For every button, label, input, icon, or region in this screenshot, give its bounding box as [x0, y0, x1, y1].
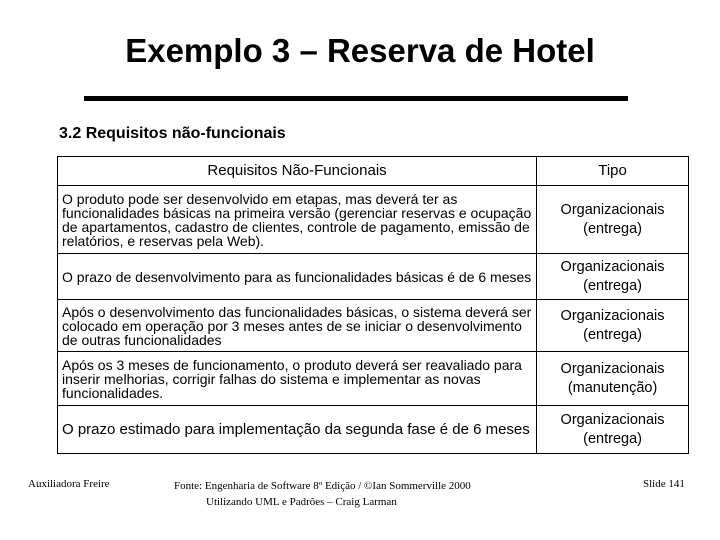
requirement-description: O produto pode ser desenvolvido em etapas, mas deverá ter as funcionalidades básicas na primeira versão (gerenciar reservas e ocupação de apartamentos, cadastro de clientes, controle de pagamento, emissão de relatórios, e reservas pela Web). [58, 186, 537, 254]
section-subtitle: 3.2 Requisitos não-funcionais [59, 125, 286, 142]
requirement-type: Organizacionais (manutenção) [537, 352, 689, 406]
requirement-type: Organizacionais (entrega) [537, 406, 689, 454]
table-row [58, 406, 689, 454]
requirement-description: Após os 3 meses de funcionamento, o produto deverá ser reavaliado para inserir melhorias, corrigir falhas do sistema e implementar as novas funcionalidades. [58, 352, 537, 406]
table-row [58, 186, 689, 254]
footer-source-line1: Fonte: Engenharia de Software 8º Edição / ©Ian Sommerville 2000 [174, 480, 471, 492]
slide-title: Exemplo 3 – Reserva de Hotel [125, 32, 595, 69]
header-requisitos: Requisitos Não-Funcionais [58, 157, 537, 186]
requirement-type: Organizacionais (entrega) [537, 254, 689, 300]
header-tipo: Tipo [537, 157, 689, 186]
footer-author: Auxiliadora Freire [28, 478, 110, 490]
title-underline [84, 96, 628, 101]
slide-number: Slide 141 [643, 478, 685, 490]
footer-source-line2: Utilizando UML e Padrões – Craig Larman [206, 496, 397, 508]
requirement-type: Organizacionais (entrega) [537, 186, 689, 254]
table-header-row [58, 157, 689, 186]
table-row [58, 300, 689, 352]
requirement-description: O prazo de desenvolvimento para as funcionalidades básicas é de 6 meses [58, 254, 537, 300]
requirements-table [57, 156, 689, 454]
table-row [58, 352, 689, 406]
requirement-description: O prazo estimado para implementação da segunda fase é de 6 meses [58, 406, 537, 454]
footer-source [174, 478, 504, 510]
requirement-description: Após o desenvolvimento das funcionalidades básicas, o sistema deverá ser colocado em operação por 3 meses antes de se iniciar o desenvolvimento de outras funcionalidades [58, 300, 537, 352]
table-row [58, 254, 689, 300]
requirement-type: Organizacionais (entrega) [537, 300, 689, 352]
